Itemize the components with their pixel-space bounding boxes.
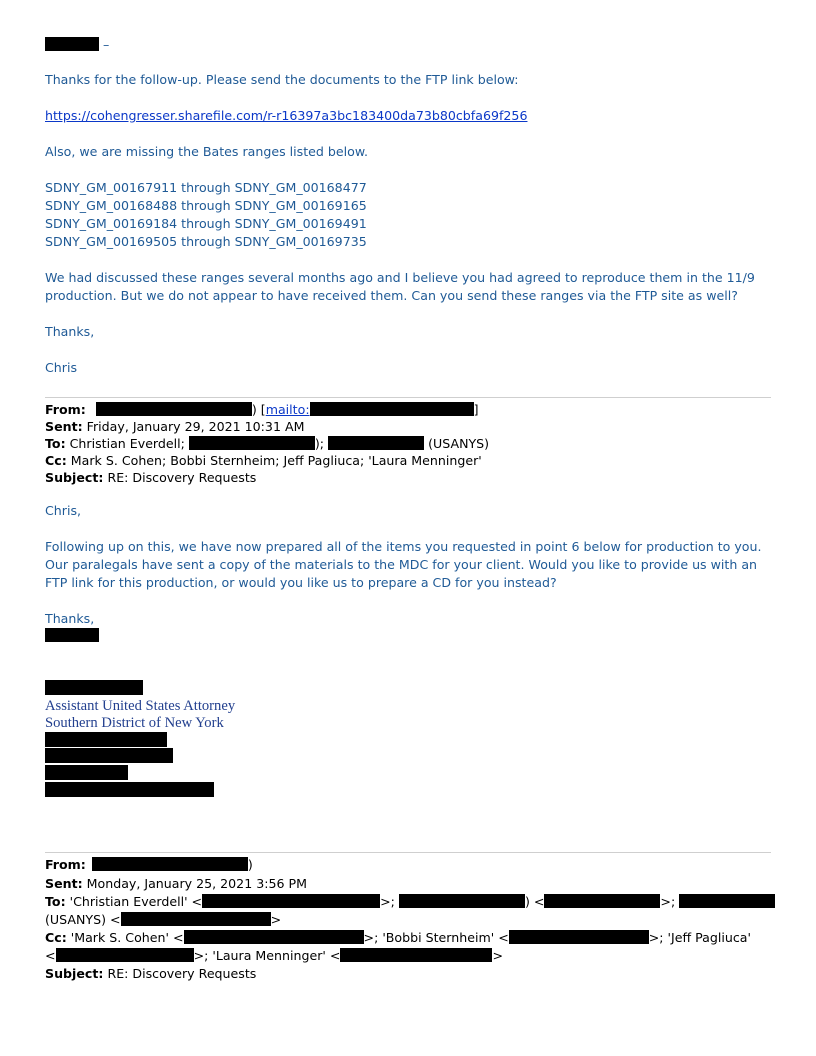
ftp-link-line (45, 107, 527, 125)
ftp-link[interactable]: https://cohengresser.sharefile.com/r-r16397a3bc183400da73b80cbfa69f256 (45, 108, 528, 123)
bates-range: SDNY_GM_00169184 through SDNY_GM_00169491 (45, 216, 367, 231)
sent-label: Sent: (45, 419, 83, 434)
header-subject (45, 469, 256, 487)
to-line2-close: > (270, 912, 282, 927)
redaction (202, 894, 380, 908)
body-line: Thanks for the follow-up. Please send the documents to the FTP link below: (45, 72, 519, 87)
sent-label: Sent: (45, 876, 83, 891)
redaction (45, 680, 143, 695)
to-separator: >; (380, 894, 395, 909)
divider (45, 852, 771, 853)
divider (45, 397, 771, 398)
greeting-dash: – (103, 37, 110, 52)
from-close: ) [ (251, 402, 266, 417)
redaction (328, 436, 424, 450)
to-tail: (USANYS) (428, 436, 490, 451)
thanks-line: Thanks, (45, 324, 95, 339)
subject-label: Subject: (45, 966, 104, 981)
subject-value: RE: Discovery Requests (107, 470, 257, 485)
cc-label: Cc: (45, 930, 67, 945)
redaction (509, 930, 649, 944)
body-paragraph: Following up on this, we have now prepared all of the items you requested in point 6 below for production to you. Our paralegals have sent a copy of the materials to the MDC for your client. Would you like to provide us with an FTP link for this production, or would you like us to prepare a CD for you instead? (45, 539, 762, 590)
cc-line2-mid: >; 'Laura Menninger' < (193, 948, 341, 963)
to-separator: ) < (524, 894, 545, 909)
header-cc (45, 452, 482, 470)
to-line2-prefix: (USANYS) < (45, 912, 121, 927)
redaction (56, 948, 194, 962)
mailto-close: ] (473, 402, 479, 417)
redaction (45, 37, 99, 51)
cc-line2-close: > (492, 948, 503, 963)
cc-value: Mark S. Cohen; Bobbi Sternheim; Jeff Pagliuca; 'Laura Menninger' (70, 453, 482, 468)
sent-value: Monday, January 25, 2021 3:56 PM (86, 876, 307, 891)
header-cc (45, 929, 751, 947)
thanks-line: Thanks, (45, 611, 95, 626)
header-to (45, 893, 775, 911)
from-close: ) (247, 857, 253, 872)
sent-value: Friday, January 29, 2021 10:31 AM (86, 419, 305, 434)
redaction (45, 765, 128, 780)
redaction (96, 402, 252, 416)
greeting-line (45, 36, 109, 54)
cc-line2-prefix: < (45, 948, 56, 963)
to-recipient: 'Christian Everdell' < (69, 894, 203, 909)
bates-range: SDNY_GM_00169505 through SDNY_GM_00169735 (45, 234, 367, 249)
header-sent (45, 418, 304, 436)
missing-intro: Also, we are missing the Bates ranges listed below. (45, 144, 368, 159)
redaction (184, 930, 364, 944)
salutation: Chris, (45, 503, 82, 518)
to-separator: ); (314, 436, 325, 451)
subject-label: Subject: (45, 470, 104, 485)
subject-value: RE: Discovery Requests (107, 966, 257, 981)
to-label: To: (45, 436, 66, 451)
bates-range: SDNY_GM_00167911 through SDNY_GM_00168477 (45, 180, 367, 195)
to-recipient: Christian Everdell; (69, 436, 185, 451)
redaction (45, 748, 173, 763)
cc-separator: >; 'Jeff Pagliuca' (648, 930, 751, 945)
mailto-link[interactable]: mailto: (265, 402, 310, 417)
redaction (399, 894, 525, 908)
cc-recipient: 'Mark S. Cohen' < (70, 930, 184, 945)
cc-separator: >; 'Bobbi Sternheim' < (363, 930, 509, 945)
header-from (45, 401, 478, 419)
cc-label: Cc: (45, 453, 67, 468)
redaction (121, 912, 271, 926)
redaction (92, 857, 248, 871)
redaction (544, 894, 660, 908)
signature-title: Assistant United States Attorney (45, 698, 236, 714)
redaction (45, 732, 167, 747)
header-cc-continued (45, 947, 503, 965)
bates-range: SDNY_GM_00168488 through SDNY_GM_00169165 (45, 198, 367, 213)
header-to-continued (45, 911, 281, 929)
header-subject (45, 965, 256, 983)
to-label: To: (45, 894, 66, 909)
header-to (45, 435, 489, 453)
signature-office: Southern District of New York (45, 715, 224, 731)
redaction (310, 402, 474, 416)
from-label: From: (45, 857, 86, 872)
header-from (45, 856, 253, 874)
redaction (679, 894, 775, 908)
header-sent (45, 875, 307, 893)
from-label: From: (45, 402, 86, 417)
redaction (340, 948, 492, 962)
signoff: Chris (45, 360, 78, 375)
redaction (45, 782, 214, 797)
redaction (189, 436, 315, 450)
redaction (45, 628, 99, 642)
to-separator: >; (660, 894, 676, 909)
body-paragraph: We had discussed these ranges several months ago and I believe you had agreed to reproduce them in the 11/9 production. But we do not appear to have received them. Can you send these ranges via the FTP site as well? (45, 270, 755, 303)
